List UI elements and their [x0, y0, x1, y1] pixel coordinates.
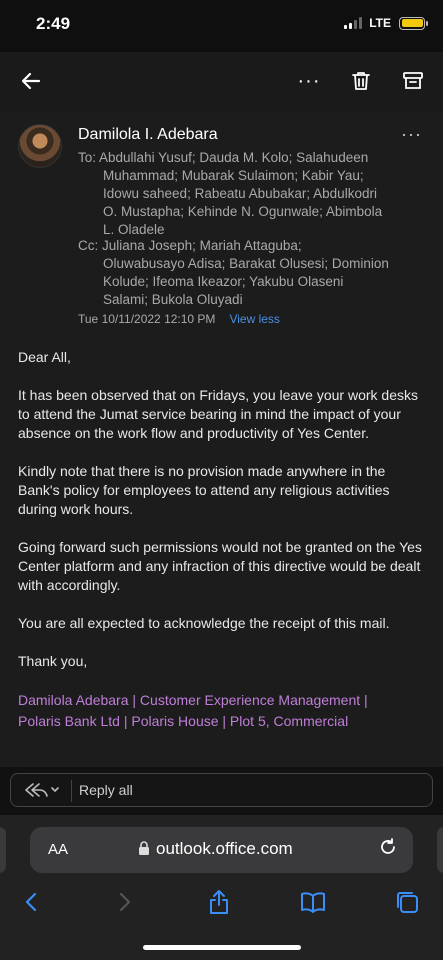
- signal-icon: [344, 17, 362, 29]
- divider: [71, 780, 72, 802]
- archive-icon[interactable]: [396, 64, 430, 98]
- lock-icon: [138, 841, 150, 859]
- greeting: Dear All,: [18, 349, 71, 365]
- to-line: Idowu saheed; Rabeatu Abubakar; Abdulkodri: [103, 186, 377, 201]
- body-paragraph: Going forward such permissions would not be granted on the Yes Center platform and any infraction of this directive would be dealt with accordingly.: [18, 539, 422, 593]
- closing: Thank you,: [18, 653, 88, 669]
- reload-icon[interactable]: [379, 838, 397, 861]
- battery-icon: [399, 17, 425, 30]
- back-arrow-icon[interactable]: [14, 64, 48, 98]
- forward-nav-icon[interactable]: [108, 887, 142, 917]
- view-less-link[interactable]: View less: [229, 312, 280, 326]
- reply-bar: [0, 767, 443, 815]
- signature-line: Polaris Bank Ltd | Polaris House | Plot 5, Commercial: [18, 713, 349, 729]
- prev-tab-edge[interactable]: [0, 827, 6, 873]
- sender-name[interactable]: Damilola I. Adebara: [78, 126, 218, 143]
- cc-line: Oluwabusayo Adisa; Barakat Olusesi; Dominion: [103, 256, 389, 271]
- network-label: LTE: [369, 16, 391, 30]
- sender-avatar[interactable]: [18, 124, 62, 168]
- message-view: [0, 112, 443, 767]
- browser-bottom-bar: [0, 815, 443, 960]
- address-bar[interactable]: [30, 827, 413, 873]
- mail-toolbar: [0, 52, 443, 112]
- message-date: Tue 10/11/2022 12:10 PM: [78, 312, 216, 326]
- cc-recipients: [78, 237, 423, 309]
- cc-line: Juliana Joseph; Mariah Attaguba;: [102, 238, 302, 253]
- home-indicator[interactable]: [143, 945, 301, 950]
- reply-all-icon[interactable]: [23, 780, 61, 804]
- message-meta: [78, 312, 280, 326]
- signature: [18, 690, 423, 732]
- share-icon[interactable]: [202, 887, 236, 917]
- body-paragraph: Kindly note that there is no provision made anywhere in the Bank's policy for employees to attend any religious activities during work hours.: [18, 463, 390, 517]
- cc-line: Kolude; Ifeoma Ikeazor; Yakubu Olaseni: [103, 274, 344, 289]
- status-indicators: [344, 16, 425, 30]
- bookmarks-icon[interactable]: [296, 887, 330, 917]
- reply-all-field[interactable]: [10, 773, 433, 807]
- cc-line: Salami; Bukola Oluyadi: [103, 292, 243, 307]
- body-paragraph: You are all expected to acknowledge the receipt of this mail.: [18, 615, 390, 631]
- to-prefix: To:: [78, 150, 97, 165]
- to-line: Abdullahi Yusuf; Dauda M. Kolo; Salahudeen: [99, 150, 369, 165]
- status-time: 2:49: [36, 14, 71, 33]
- more-icon[interactable]: ···: [297, 69, 321, 92]
- url-text[interactable]: outlook.office.com: [156, 839, 293, 858]
- cc-prefix: Cc:: [78, 238, 99, 253]
- body-paragraph: It has been observed that on Fridays, you leave your work desks to attend the Jumat service bearing in mind the impact of your absence on the work flow and productivity of Yes Center.: [18, 387, 418, 441]
- back-nav-icon[interactable]: [14, 887, 48, 917]
- message-more-icon[interactable]: ···: [401, 124, 422, 144]
- reader-options-button[interactable]: AA: [48, 841, 69, 858]
- trash-icon[interactable]: [344, 64, 378, 98]
- to-line: O. Mustapha; Kehinde N. Ogunwale; Abimbola: [103, 204, 383, 219]
- to-line: Muhammad; Mubarak Sulaimon; Kabir Yau;: [103, 168, 364, 183]
- next-tab-edge[interactable]: [437, 827, 443, 873]
- to-line: L. Oladele: [103, 222, 165, 237]
- to-recipients: [78, 149, 423, 239]
- tabs-icon[interactable]: [390, 887, 424, 917]
- signature-line: Damilola Adebara | Customer Experience Management |: [18, 692, 368, 708]
- reply-all-label[interactable]: Reply all: [79, 782, 133, 798]
- status-bar: [0, 0, 443, 52]
- message-body: [18, 348, 423, 732]
